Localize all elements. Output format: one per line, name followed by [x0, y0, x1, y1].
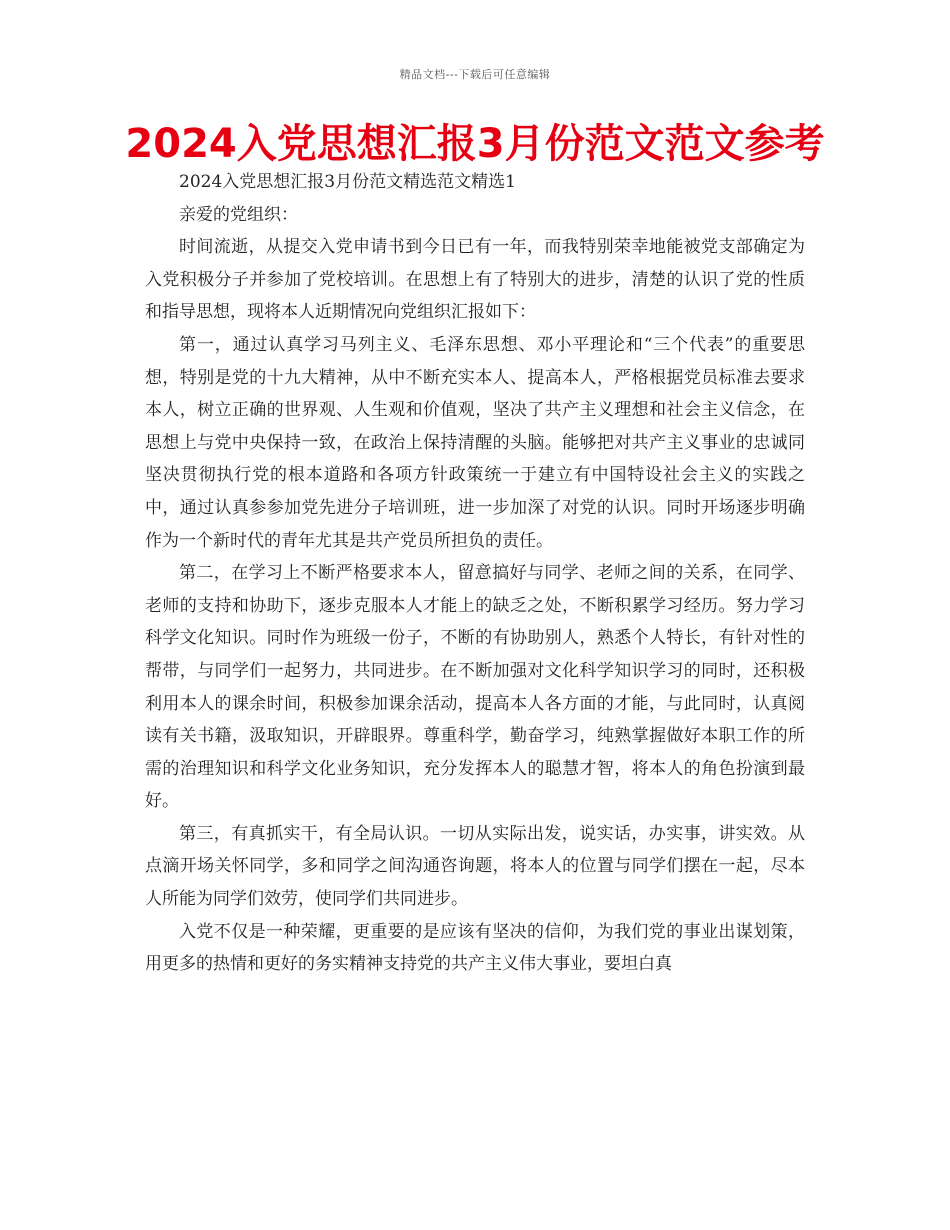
paragraph-intro: 时间流逝，从提交入党申请书到今日已有一年，而我特别荣幸地能被党支部确定为入党积极分子并参加了党校培训。在思想上有了特别大的进步，清楚的认识了党的性质和指导思想，现将本人近期情况向党组织汇报如下： [145, 237, 805, 323]
paragraph-second: 第二，在学习上不断严格要求本人，留意搞好与同学、老师之间的关系，在同学、老师的支持和协助下，逐步克服本人才能上的缺乏之处，不断积累学习经历。努力学习科学文化知识。同时作为班级一份子，不断的有协助别人，熟悉个人特长，有针对性的帮带，与同学们一起努力，共同进步。在不断加强对文化科学知识学习的同时，还积极利用本人的课余时间，积极参加课余活动，提高本人各方面的才能，与此同时，认真阅读有关书籍，汲取知识，开辟眼界。尊重科学，勤奋学习，纯熟掌握做好本职工作的所需的治理知识和科学文化业务知识，充分发挥本人的聪慧才智，将本人的角色扮演到最好。 [145, 563, 805, 812]
paragraph-third: 第三，有真抓实干，有全局认识。一切从实际出发，说实话，办实事，讲实效。从点滴开场关怀同学，多和同学之间沟通咨询题，将本人的位置与同学们摆在一起，尽本人所能为同学们效劳，使同学们共同进步。 [145, 823, 805, 910]
document-title: 2024入党思想汇报3月份范文范文参考 [125, 121, 825, 167]
paragraph-closing: 入党不仅是一种荣耀，更重要的是应该有坚决的信仰，为我们党的事业出谋划策，用更多的热情和更好的务实精神支持党的共产主义伟大事业，要坦白真 [145, 921, 805, 975]
paragraph-first: 第一，通过认真学习马列主义、毛泽东思想、邓小平理论和“三个代表”的重要思想，特别是党的十九大精神，从中不断充实本人、提高本人，严格根据党员标准去要求本人，树立正确的世界观、人生观和价值观，坚决了共产主义理想和社会主义信念，在思想上与党中央保持一致，在政治上保持清醒的头脑。能够把对共产主义事业的忠诚同坚决贯彻执行党的根本道路和各项方针政策统一于建立有中国特设社会主义的实践之中，通过认真参参加党先进分子培训班，进一步加深了对党的认识。同时开场逐步明确作为一个新时代的青年尤其是共产党员所担负的责任。 [145, 334, 805, 551]
header-note: 精品文档---下载后可任意编辑 [399, 68, 551, 81]
document-body [145, 166, 805, 981]
paragraph-subtitle: 2024入党思想汇报3月份范文精选范文精选1 [179, 172, 516, 192]
paragraph-salutation: 亲爱的党组织： [179, 204, 298, 225]
